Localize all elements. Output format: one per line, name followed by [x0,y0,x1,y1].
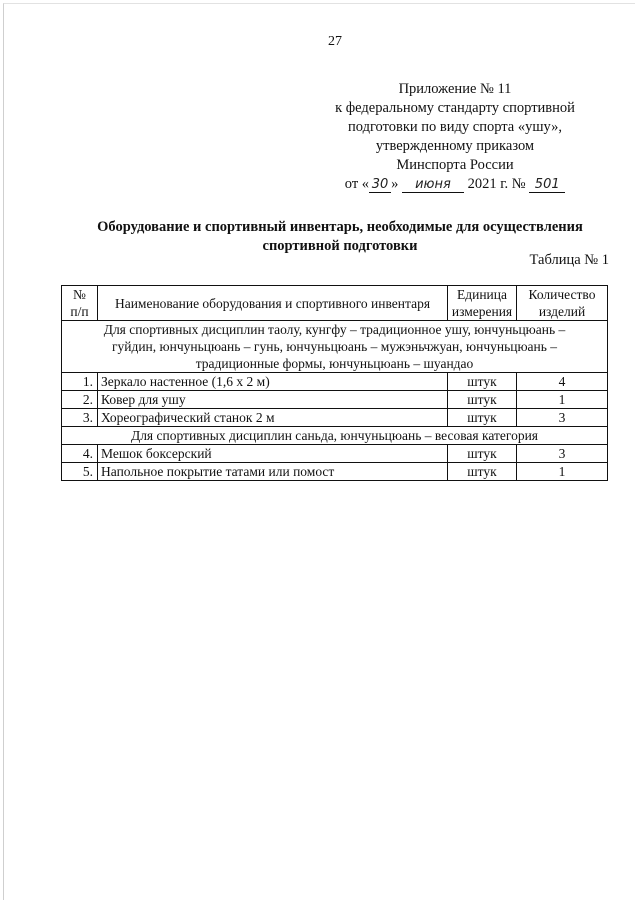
header-qty [517,286,608,321]
appendix-block [330,80,580,194]
section-2-cell: Для спортивных дисциплин саньда, юнчуньцюань – весовая категория [62,427,608,445]
appendix-sport: подготовки по виду спорта «ушу», [347,119,562,135]
appendix-date-line [330,175,580,194]
appendix-ministry: Минспорта России [396,157,514,173]
date-month-handwritten: июня [402,177,464,193]
row-qty: 1 [517,391,608,409]
header-unit-line1: Единица [456,287,507,302]
section-1-cell [62,321,608,373]
row-unit: штук [448,391,517,409]
row-name: Напольное покрытие татами или помост [98,463,448,481]
section-1-line3: традиционные формы, юнчуньцюань – шуандао [195,356,474,371]
order-number-handwritten: 501 [529,177,565,193]
row-name: Зеркало настенное (1,6 х 2 м) [98,373,448,391]
row-name: Хореографический станок 2 м [98,409,448,427]
table-label: Таблица № 1 [529,252,609,268]
table-row [62,391,608,409]
table-row [62,373,608,391]
table-row [62,409,608,427]
header-name: Наименование оборудования и спортивного инвентаря [98,286,448,321]
appendix-standard: к федеральному стандарту спортивной [335,100,575,116]
date-day-handwritten: 30 [369,177,391,193]
row-num: 2. [62,391,98,409]
section-row-1 [62,321,608,373]
row-qty: 3 [517,409,608,427]
header-num-line2: п/п [70,304,89,319]
row-num: 5. [62,463,98,481]
header-qty-line1: Количество [528,287,596,302]
row-unit: штук [448,409,517,427]
row-num: 4. [62,445,98,463]
title-line-1: Оборудование и спортивный инвентарь, необходимые для осуществления [97,219,583,235]
date-mid: » [391,176,399,192]
row-qty: 4 [517,373,608,391]
appendix-number: Приложение № 11 [398,81,512,97]
row-qty: 3 [517,445,608,463]
row-num: 3. [62,409,98,427]
header-unit-line2: измерения [451,304,513,319]
section-row-2 [62,427,608,445]
document-title [60,218,620,256]
table-row [62,463,608,481]
date-year: 2021 г. № [467,176,526,192]
row-unit: штук [448,445,517,463]
page-number: 27 [328,34,342,49]
row-name: Мешок боксерский [98,445,448,463]
equipment-table [61,285,608,481]
header-num [62,286,98,321]
row-unit: штук [448,463,517,481]
section-1-line1: Для спортивных дисциплин таолу, кунгфу – традиционное ушу, юнчуньцюань – [103,322,566,337]
header-qty-line2: изделий [538,304,586,319]
row-name: Ковер для ушу [98,391,448,409]
table-header-row [62,286,608,321]
header-unit [448,286,517,321]
row-qty: 1 [517,463,608,481]
table-row [62,445,608,463]
section-1-line2: гуйдин, юнчуньцюань – гунь, юнчуньцюань – мужэньчжуан, юнчуньцюань – [111,339,558,354]
title-line-2: спортивной подготовки [262,238,418,254]
appendix-approved: утвержденному приказом [375,138,535,154]
row-num: 1. [62,373,98,391]
date-prefix: от « [344,176,370,192]
header-num-line1: № [73,287,86,302]
row-unit: штук [448,373,517,391]
